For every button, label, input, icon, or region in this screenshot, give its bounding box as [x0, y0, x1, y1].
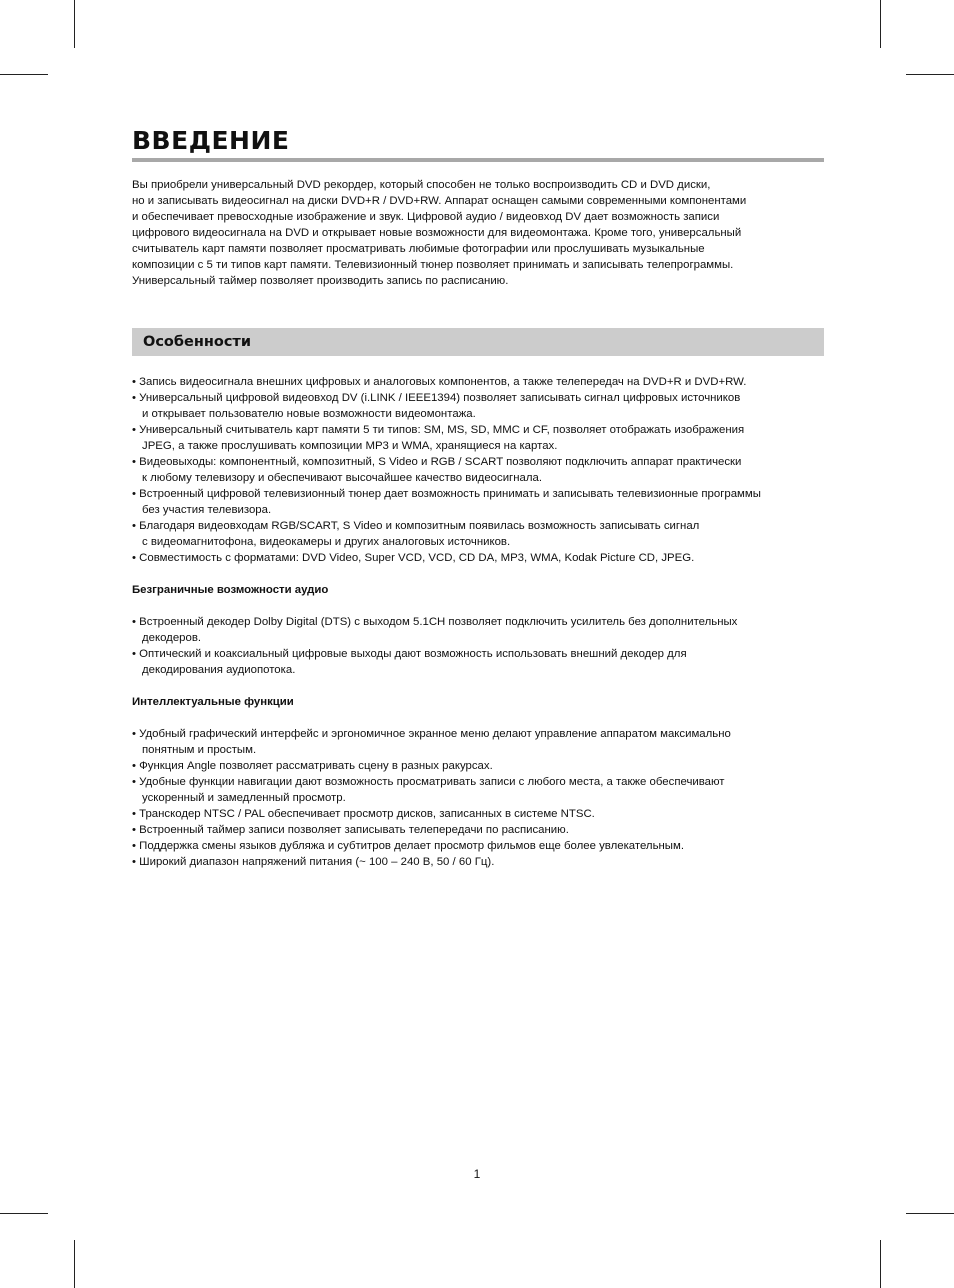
- page-number: 1: [473, 1167, 481, 1181]
- list-item-continuation: ускоренный и замедленный просмотр.: [142, 792, 346, 804]
- intro-paragraph: [132, 177, 824, 289]
- crop-mark: [906, 1213, 954, 1214]
- title-underline: [132, 158, 824, 162]
- list-item: [132, 614, 824, 646]
- list-item-text: • Поддержка смены языков дубляжа и субтитров делает просмотр фильмов еще более увлекательным.: [132, 840, 684, 852]
- intro-line: Универсальный таймер позволяет производить запись по расписанию.: [132, 275, 509, 287]
- list-item: [132, 550, 824, 566]
- list-item-text: • Удобный графический интерфейс и эргономичное экранное меню делают управление аппаратом максимально: [132, 728, 731, 740]
- list-item: [132, 486, 824, 518]
- crop-mark: [880, 0, 881, 48]
- crop-mark: [880, 1240, 881, 1288]
- crop-mark: [906, 74, 954, 75]
- list-item-text: • Универсальный цифровой видеовход DV (i.LINK / IEEE1394) позволяет записывать сигнал цифровых источников: [132, 392, 741, 404]
- crop-mark: [0, 1213, 48, 1214]
- list-item: [132, 390, 824, 422]
- list-item-text: • Оптический и коаксиальный цифровые выходы дают возможность использовать внешний декодер для: [132, 648, 687, 660]
- audio-heading: Безграничные возможности аудио: [132, 584, 329, 596]
- list-item-continuation: JPEG, а также прослушивать композиции MP3 и WMA, хранящиеся на картах.: [142, 440, 558, 452]
- list-item-continuation: декодирования аудиопотока.: [142, 664, 296, 676]
- intro-line: но и записывать видеосигнал на диски DVD+R / DVD+RW. Аппарат оснащен самыми современными компонентами: [132, 195, 747, 207]
- list-item-text: • Транскодер NTSC / PAL обеспечивает просмотр дисков, записанных в системе NTSC.: [132, 808, 595, 820]
- list-item-text: • Широкий диапазон напряжений питания (~ 100 – 240 В, 50 / 60 Гц).: [132, 856, 495, 868]
- list-item: [132, 454, 824, 486]
- intro-line: Вы приобрели универсальный DVD рекордер, который способен не только воспроизводить CD и DVD диски,: [132, 179, 711, 191]
- crop-mark: [74, 0, 75, 48]
- intro-line: и обеспечивает превосходные изображение и звук. Цифровой аудио / видеовход DV дает возможность записи: [132, 211, 720, 223]
- list-item-continuation: понятным и простым.: [142, 744, 257, 756]
- intro-line: цифрового видеосигнала на DVD и открывает новые возможности для видеомонтажа. Кроме того, универсальный: [132, 227, 742, 239]
- smart-functions-list: [132, 726, 824, 870]
- list-item-text: • Встроенный таймер записи позволяет записывать телепередачи по расписанию.: [132, 824, 569, 836]
- list-item-continuation: с видеомагнитофона, видеокамеры и других аналоговых источников.: [142, 536, 511, 548]
- features-heading: Особенности: [143, 334, 251, 350]
- page-title: ВВЕДЕНИЕ: [132, 126, 290, 155]
- intro-line: считыватель карт памяти позволяет просматривать любимые фотографии или прослушивать музыкальные: [132, 243, 705, 255]
- list-item-text: • Встроенный цифровой телевизионный тюнер дает возможность принимать и записывать телевизионные программы: [132, 488, 761, 500]
- list-item: [132, 838, 824, 854]
- list-item-text: • Удобные функции навигации дают возможность просматривать записи с любого места, а также обеспечивают: [132, 776, 725, 788]
- list-item-text: • Запись видеосигнала внешних цифровых и аналоговых компонентов, а также телепередач на DVD+R и DVD+RW.: [132, 376, 747, 388]
- list-item-continuation: к любому телевизору и обеспечивают высочайшее качество видеосигнала.: [142, 472, 542, 484]
- crop-mark: [74, 1240, 75, 1288]
- list-item: [132, 854, 824, 870]
- list-item: [132, 374, 824, 390]
- list-item: [132, 726, 824, 758]
- list-item: [132, 806, 824, 822]
- crop-mark: [0, 74, 48, 75]
- list-item-text: • Встроенный декодер Dolby Digital (DTS) с выходом 5.1CH позволяет подключить усилитель без дополнительных: [132, 616, 738, 628]
- list-item: [132, 822, 824, 838]
- features-list: [132, 374, 824, 566]
- features-section-header: [132, 328, 824, 356]
- list-item-text: • Благодаря видеовходам RGB/SCART, S Video и композитным появилась возможность записывать сигнал: [132, 520, 700, 532]
- list-item: [132, 518, 824, 550]
- list-item-text: • Совместимость с форматами: DVD Video, Super VCD, VCD, CD DA, MP3, WMA, Kodak Picture CD, JPEG.: [132, 552, 695, 564]
- page-content: [132, 126, 824, 870]
- list-item: [132, 422, 824, 454]
- list-item-continuation: и открывает пользователю новые возможности видеомонтажа.: [142, 408, 476, 420]
- list-item-text: • Функция Angle позволяет рассматривать сцену в разных ракурсах.: [132, 760, 493, 772]
- list-item-continuation: без участия телевизора.: [142, 504, 272, 516]
- list-item-continuation: декодеров.: [142, 632, 202, 644]
- list-item: [132, 774, 824, 806]
- list-item: [132, 646, 824, 678]
- audio-list: [132, 614, 824, 678]
- intro-line: композиции с 5 ти типов карт памяти. Телевизионный тюнер позволяет принимать и записывать телепрограммы.: [132, 259, 734, 271]
- list-item-text: • Видеовыходы: компонентный, композитный, S Video и RGB / SCART позволяют подключить аппарат практически: [132, 456, 742, 468]
- smart-functions-heading: Интеллектуальные функции: [132, 696, 294, 708]
- list-item: [132, 758, 824, 774]
- list-item-text: • Универсальный считыватель карт памяти 5 ти типов: SM, MS, SD, MMC и CF, позволяет отображать изображения: [132, 424, 745, 436]
